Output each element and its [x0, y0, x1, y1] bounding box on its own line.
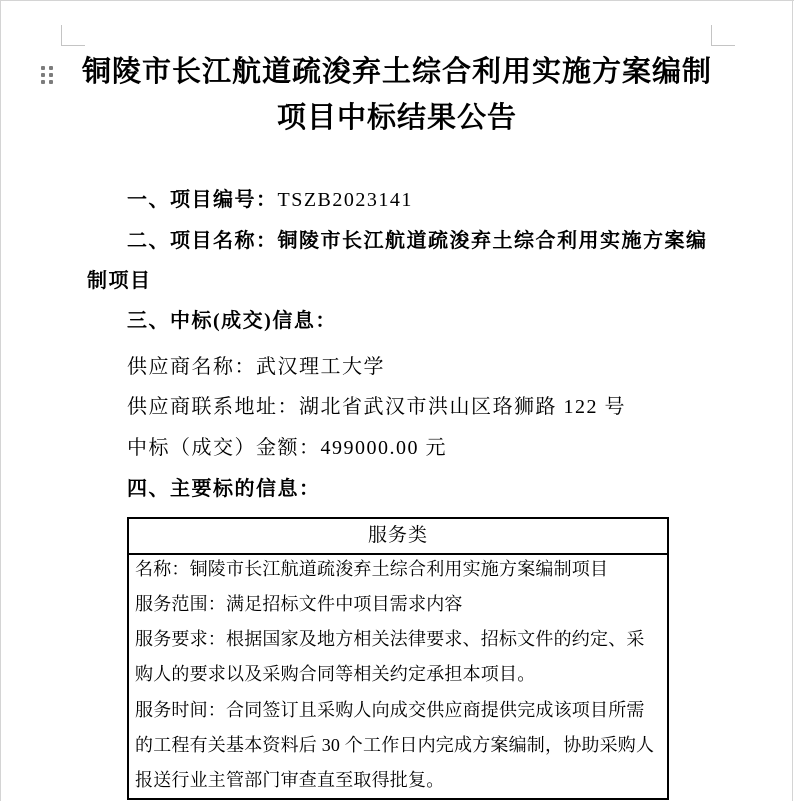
project-number-value: TSZB2023141 [277, 189, 413, 211]
page-edge-right [792, 0, 793, 801]
page-edge-top [0, 0, 794, 1]
project-name-label: 二、项目名称：铜陵市长江航道疏浚弃土综合利用实施方案编 [127, 230, 708, 252]
award-info-heading: 三、中标(成交)信息： [127, 310, 337, 332]
project-number-line [127, 189, 413, 211]
supplier-address-value: 供应商联系地址：湖北省武汉市洪山区珞狮路 122 号 [127, 396, 626, 418]
table-line-service-time-3: 报送行业主管部门审查直至取得批复。 [135, 770, 445, 790]
margin-mark-top-left-icon [61, 25, 85, 46]
award-amount-line [127, 437, 447, 459]
table-body-cell [129, 555, 667, 796]
service-info-table [127, 517, 669, 800]
table-header-service-category: 服务类 [129, 519, 667, 555]
main-bid-info-heading: 四、主要标的信息： [127, 478, 321, 500]
table-line-name: 名称：铜陵市长江航道疏浚弃土综合利用实施方案编制项目 [135, 559, 609, 579]
table-line-service-scope: 服务范围：满足招标文件中项目需求内容 [135, 594, 463, 614]
table-line-service-time-1: 服务时间：合同签订且采购人向成交供应商提供完成该项目所需 [135, 700, 645, 720]
margin-mark-top-right-icon [711, 25, 735, 46]
page-edge-left [0, 0, 1, 801]
project-name-line [127, 230, 708, 252]
table-line-service-requirement-2: 购人的要求以及采购合同等相关约定承担本项目。 [135, 664, 536, 684]
document-title [47, 49, 747, 141]
project-name-continuation-line: 制项目 [87, 270, 152, 292]
document-title-line-1: 铜陵市长江航道疏浚弃土综合利用实施方案编制 [81, 56, 712, 88]
document-title-line-2: 项目中标结果公告 [276, 102, 517, 134]
supplier-name-value: 供应商名称：武汉理工大学 [127, 356, 385, 378]
supplier-address-line [127, 396, 626, 418]
award-amount-value: 中标（成交）金额：499000.00 元 [127, 437, 447, 459]
table-line-service-requirement-1: 服务要求：根据国家及地方相关法律要求、招标文件的约定、采 [135, 629, 645, 649]
project-number-label: 一、项目编号： [127, 189, 278, 211]
table-line-service-time-2: 的工程有关基本资料后 30 个工作日内完成方案编制，协助采购人 [135, 735, 655, 755]
supplier-name-line [127, 356, 385, 378]
